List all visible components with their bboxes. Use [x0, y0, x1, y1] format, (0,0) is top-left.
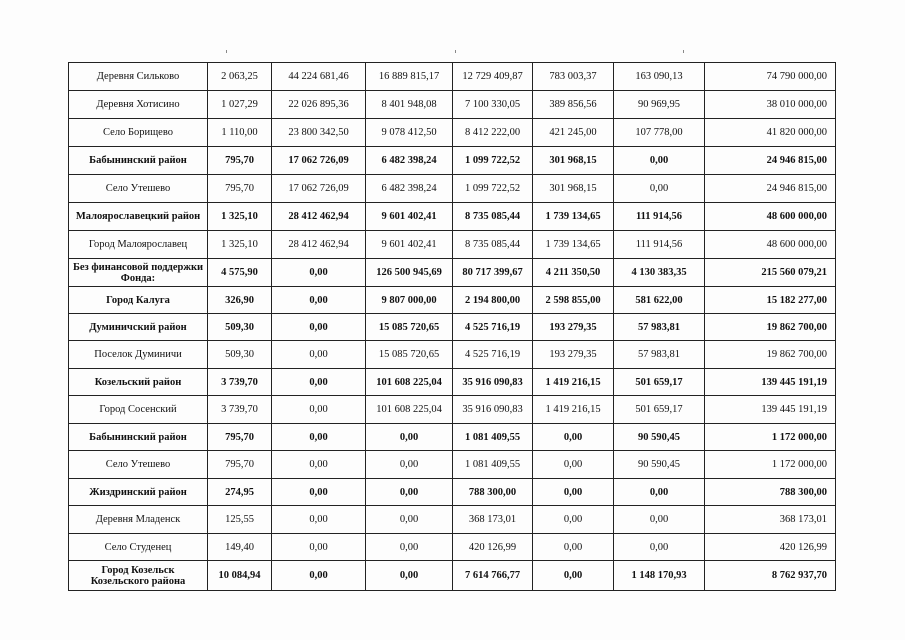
- row-name-cell: Деревня Младенск: [69, 506, 208, 534]
- value-cell-col-7: 74 790 000,00: [705, 63, 836, 91]
- value-cell-col-2: 0,00: [272, 369, 366, 396]
- row-name-cell: Козельский район: [69, 369, 208, 396]
- value-cell-col-1: 1 027,29: [208, 91, 272, 119]
- value-cell-col-1: 1 325,10: [208, 231, 272, 259]
- funding-table: [68, 62, 836, 591]
- value-cell-col-5: 0,00: [533, 479, 614, 506]
- table-row: [69, 479, 836, 506]
- table-row: [69, 369, 836, 396]
- value-cell-col-1: 10 084,94: [208, 561, 272, 591]
- value-cell-col-4: 788 300,00: [453, 479, 533, 506]
- value-cell-col-6: 501 659,17: [614, 396, 705, 424]
- table-row: [69, 287, 836, 314]
- value-cell-col-2: 0,00: [272, 506, 366, 534]
- value-cell-col-5: 0,00: [533, 561, 614, 591]
- value-cell-col-5: 389 856,56: [533, 91, 614, 119]
- value-cell-col-7: 41 820 000,00: [705, 119, 836, 147]
- value-cell-col-3: 15 085 720,65: [366, 314, 453, 341]
- table-row: [69, 341, 836, 369]
- table-row: [69, 119, 836, 147]
- value-cell-col-1: 795,70: [208, 424, 272, 451]
- value-cell-col-6: 1 148 170,93: [614, 561, 705, 591]
- value-cell-col-3: 0,00: [366, 451, 453, 479]
- value-cell-col-6: 90 969,95: [614, 91, 705, 119]
- value-cell-col-5: 4 211 350,50: [533, 259, 614, 287]
- row-name-cell: Село Утешево: [69, 451, 208, 479]
- value-cell-col-3: 0,00: [366, 506, 453, 534]
- value-cell-col-7: 19 862 700,00: [705, 341, 836, 369]
- value-cell-col-4: 368 173,01: [453, 506, 533, 534]
- value-cell-col-4: 8 412 222,00: [453, 119, 533, 147]
- value-cell-col-1: 4 575,90: [208, 259, 272, 287]
- value-cell-col-5: 193 279,35: [533, 341, 614, 369]
- value-cell-col-4: 35 916 090,83: [453, 396, 533, 424]
- scan-mark: [683, 50, 684, 53]
- value-cell-col-4: 7 100 330,05: [453, 91, 533, 119]
- value-cell-col-7: 8 762 937,70: [705, 561, 836, 591]
- value-cell-col-4: 7 614 766,77: [453, 561, 533, 591]
- value-cell-col-7: 1 172 000,00: [705, 451, 836, 479]
- value-cell-col-4: 1 099 722,52: [453, 175, 533, 203]
- value-cell-col-6: 107 778,00: [614, 119, 705, 147]
- value-cell-col-7: 38 010 000,00: [705, 91, 836, 119]
- row-name-cell: Поселок Думиничи: [69, 341, 208, 369]
- value-cell-col-6: 0,00: [614, 175, 705, 203]
- value-cell-col-5: 301 968,15: [533, 147, 614, 175]
- value-cell-col-7: 215 560 079,21: [705, 259, 836, 287]
- value-cell-col-6: 0,00: [614, 479, 705, 506]
- table-row: [69, 534, 836, 561]
- value-cell-col-4: 12 729 409,87: [453, 63, 533, 91]
- value-cell-col-2: 28 412 462,94: [272, 231, 366, 259]
- value-cell-col-2: 17 062 726,09: [272, 147, 366, 175]
- table-row: [69, 506, 836, 534]
- value-cell-col-6: 90 590,45: [614, 451, 705, 479]
- value-cell-col-4: 1 081 409,55: [453, 451, 533, 479]
- value-cell-col-2: 0,00: [272, 396, 366, 424]
- value-cell-col-1: 3 739,70: [208, 396, 272, 424]
- value-cell-col-2: 0,00: [272, 287, 366, 314]
- row-name-cell: Село Утешево: [69, 175, 208, 203]
- value-cell-col-3: 101 608 225,04: [366, 369, 453, 396]
- value-cell-col-1: 1 325,10: [208, 203, 272, 231]
- value-cell-col-7: 368 173,01: [705, 506, 836, 534]
- table-row: [69, 561, 836, 591]
- value-cell-col-6: 501 659,17: [614, 369, 705, 396]
- value-cell-col-3: 8 401 948,08: [366, 91, 453, 119]
- table-row: [69, 203, 836, 231]
- value-cell-col-7: 1 172 000,00: [705, 424, 836, 451]
- table-row: [69, 314, 836, 341]
- value-cell-col-3: 9 601 402,41: [366, 231, 453, 259]
- table-row: [69, 147, 836, 175]
- row-name-cell: Деревня Сильково: [69, 63, 208, 91]
- value-cell-col-7: 139 445 191,19: [705, 396, 836, 424]
- value-cell-col-1: 2 063,25: [208, 63, 272, 91]
- value-cell-col-3: 6 482 398,24: [366, 175, 453, 203]
- value-cell-col-7: 15 182 277,00: [705, 287, 836, 314]
- value-cell-col-2: 0,00: [272, 451, 366, 479]
- value-cell-col-6: 111 914,56: [614, 203, 705, 231]
- value-cell-col-2: 0,00: [272, 341, 366, 369]
- value-cell-col-1: 149,40: [208, 534, 272, 561]
- table-row: [69, 424, 836, 451]
- row-name-cell: Без финансовой поддержки Фонда:: [69, 259, 208, 287]
- value-cell-col-3: 0,00: [366, 479, 453, 506]
- value-cell-col-6: 57 983,81: [614, 341, 705, 369]
- row-name-cell: Деревня Хотисино: [69, 91, 208, 119]
- value-cell-col-3: 0,00: [366, 561, 453, 591]
- value-cell-col-1: 509,30: [208, 314, 272, 341]
- value-cell-col-4: 1 099 722,52: [453, 147, 533, 175]
- table-row: [69, 175, 836, 203]
- value-cell-col-6: 0,00: [614, 534, 705, 561]
- value-cell-col-2: 0,00: [272, 561, 366, 591]
- row-name-cell: Село Студенец: [69, 534, 208, 561]
- value-cell-col-7: 48 600 000,00: [705, 203, 836, 231]
- value-cell-col-2: 0,00: [272, 424, 366, 451]
- value-cell-col-3: 101 608 225,04: [366, 396, 453, 424]
- table-row: [69, 451, 836, 479]
- value-cell-col-3: 9 807 000,00: [366, 287, 453, 314]
- row-name-cell: Жиздринский район: [69, 479, 208, 506]
- row-name-cell: Город Сосенский: [69, 396, 208, 424]
- value-cell-col-7: 24 946 815,00: [705, 175, 836, 203]
- value-cell-col-3: 126 500 945,69: [366, 259, 453, 287]
- value-cell-col-5: 1 739 134,65: [533, 203, 614, 231]
- value-cell-col-5: 193 279,35: [533, 314, 614, 341]
- row-name-cell: Город Козельск Козельского района: [69, 561, 208, 591]
- value-cell-col-5: 1 419 216,15: [533, 396, 614, 424]
- value-cell-col-5: 0,00: [533, 506, 614, 534]
- value-cell-col-5: 0,00: [533, 424, 614, 451]
- value-cell-col-2: 28 412 462,94: [272, 203, 366, 231]
- value-cell-col-2: 0,00: [272, 534, 366, 561]
- row-name-cell: Думиничский район: [69, 314, 208, 341]
- value-cell-col-4: 8 735 085,44: [453, 231, 533, 259]
- value-cell-col-4: 80 717 399,67: [453, 259, 533, 287]
- value-cell-col-3: 9 078 412,50: [366, 119, 453, 147]
- value-cell-col-4: 420 126,99: [453, 534, 533, 561]
- value-cell-col-5: 2 598 855,00: [533, 287, 614, 314]
- table-row: [69, 231, 836, 259]
- value-cell-col-6: 0,00: [614, 147, 705, 175]
- value-cell-col-6: 57 983,81: [614, 314, 705, 341]
- value-cell-col-5: 421 245,00: [533, 119, 614, 147]
- value-cell-col-6: 90 590,45: [614, 424, 705, 451]
- value-cell-col-4: 35 916 090,83: [453, 369, 533, 396]
- value-cell-col-2: 44 224 681,46: [272, 63, 366, 91]
- row-name-cell: Город Малоярославец: [69, 231, 208, 259]
- value-cell-col-5: 1 739 134,65: [533, 231, 614, 259]
- value-cell-col-1: 509,30: [208, 341, 272, 369]
- value-cell-col-1: 795,70: [208, 175, 272, 203]
- value-cell-col-2: 0,00: [272, 314, 366, 341]
- table-row: [69, 63, 836, 91]
- value-cell-col-2: 0,00: [272, 479, 366, 506]
- value-cell-col-5: 783 003,37: [533, 63, 614, 91]
- value-cell-col-1: 274,95: [208, 479, 272, 506]
- value-cell-col-6: 111 914,56: [614, 231, 705, 259]
- scan-mark: [455, 50, 456, 53]
- value-cell-col-2: 0,00: [272, 259, 366, 287]
- value-cell-col-4: 2 194 800,00: [453, 287, 533, 314]
- value-cell-col-4: 4 525 716,19: [453, 341, 533, 369]
- value-cell-col-4: 1 081 409,55: [453, 424, 533, 451]
- value-cell-col-1: 326,90: [208, 287, 272, 314]
- scan-mark: [226, 50, 227, 53]
- value-cell-col-7: 48 600 000,00: [705, 231, 836, 259]
- value-cell-col-1: 795,70: [208, 147, 272, 175]
- value-cell-col-5: 301 968,15: [533, 175, 614, 203]
- value-cell-col-4: 4 525 716,19: [453, 314, 533, 341]
- value-cell-col-6: 0,00: [614, 506, 705, 534]
- value-cell-col-1: 795,70: [208, 451, 272, 479]
- value-cell-col-3: 6 482 398,24: [366, 147, 453, 175]
- value-cell-col-6: 4 130 383,35: [614, 259, 705, 287]
- value-cell-col-4: 8 735 085,44: [453, 203, 533, 231]
- value-cell-col-2: 23 800 342,50: [272, 119, 366, 147]
- value-cell-col-7: 788 300,00: [705, 479, 836, 506]
- value-cell-col-3: 0,00: [366, 424, 453, 451]
- value-cell-col-7: 24 946 815,00: [705, 147, 836, 175]
- value-cell-col-2: 17 062 726,09: [272, 175, 366, 203]
- value-cell-col-1: 1 110,00: [208, 119, 272, 147]
- value-cell-col-5: 0,00: [533, 451, 614, 479]
- value-cell-col-3: 15 085 720,65: [366, 341, 453, 369]
- value-cell-col-7: 139 445 191,19: [705, 369, 836, 396]
- value-cell-col-5: 1 419 216,15: [533, 369, 614, 396]
- table-row: [69, 91, 836, 119]
- value-cell-col-2: 22 026 895,36: [272, 91, 366, 119]
- table-row: [69, 396, 836, 424]
- value-cell-col-3: 9 601 402,41: [366, 203, 453, 231]
- value-cell-col-7: 420 126,99: [705, 534, 836, 561]
- row-name-cell: Бабынинский район: [69, 424, 208, 451]
- value-cell-col-6: 581 622,00: [614, 287, 705, 314]
- row-name-cell: Бабынинский район: [69, 147, 208, 175]
- row-name-cell: Малоярославецкий район: [69, 203, 208, 231]
- row-name-cell: Город Калуга: [69, 287, 208, 314]
- row-name-cell: Село Борищево: [69, 119, 208, 147]
- table-row: [69, 259, 836, 287]
- value-cell-col-5: 0,00: [533, 534, 614, 561]
- value-cell-col-1: 125,55: [208, 506, 272, 534]
- value-cell-col-3: 0,00: [366, 534, 453, 561]
- value-cell-col-6: 163 090,13: [614, 63, 705, 91]
- value-cell-col-1: 3 739,70: [208, 369, 272, 396]
- value-cell-col-7: 19 862 700,00: [705, 314, 836, 341]
- value-cell-col-3: 16 889 815,17: [366, 63, 453, 91]
